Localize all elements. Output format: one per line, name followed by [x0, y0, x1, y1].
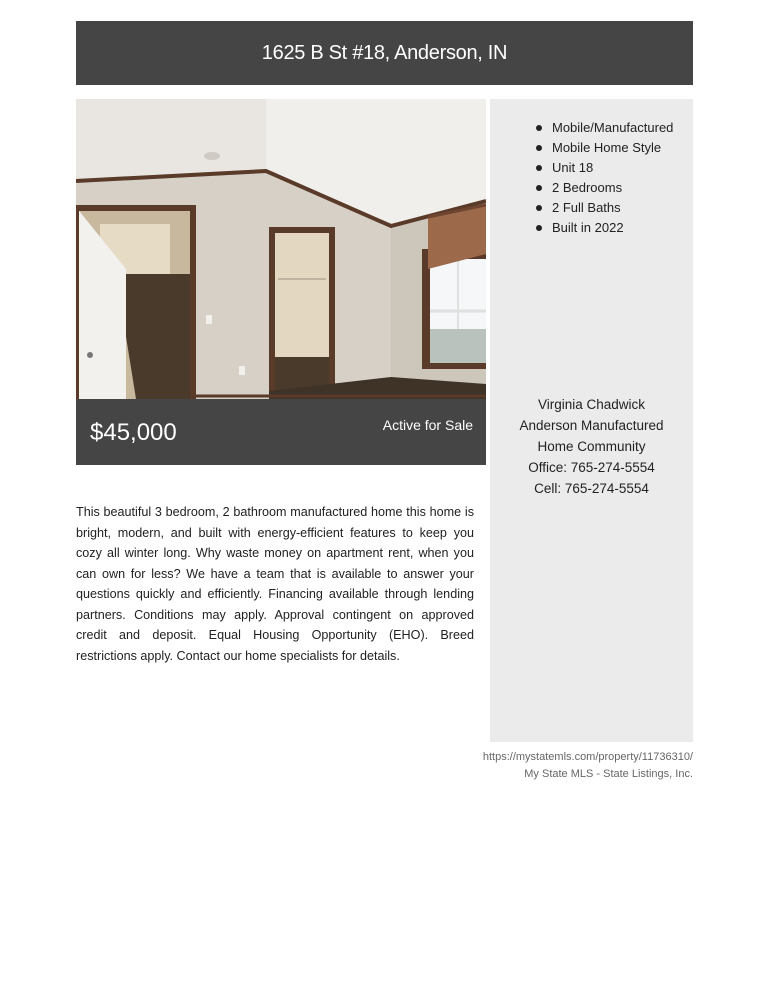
bullet-icon [536, 165, 542, 171]
bullet-icon [536, 125, 542, 131]
feature-item [536, 118, 673, 138]
listing-url-link[interactable]: https://mystatemls.com/property/11736310/ [482, 751, 693, 763]
feature-item [536, 178, 673, 198]
feature-label: Mobile/Manufactured [552, 120, 674, 135]
agent-cell-phone[interactable]: Cell: 765-274-5554 [534, 481, 649, 496]
agent-office-phone[interactable]: Office: 765-274-5554 [528, 460, 655, 475]
feature-item [536, 198, 673, 218]
agent-company-line1: Anderson Manufactured [519, 418, 664, 433]
bullet-icon [536, 185, 542, 191]
listing-description: This beautiful 3 bedroom, 2 bathroom manufactured home this home is bright, modern, and built with energy-efficient features to keep you cozy all winter long. Why waste money on apartment rent, when you can own for less? We have a team that is available to answer your questions quickly and efficiently. Financing available through lending partners. Conditions may apply. Approval contingent on approved credit and deposit. Equal Housing Opportunity (EHO). Breed restrictions apply. Contact our home specialists for details. [76, 505, 474, 663]
feature-item [536, 158, 673, 178]
feature-label: Unit 18 [552, 160, 594, 175]
listing-title-bar [76, 21, 693, 85]
footer [483, 749, 693, 783]
listing-price: $45,000 [90, 419, 177, 446]
listing-source: My State MLS - State Listings, Inc. [524, 768, 693, 780]
agent-contact [490, 394, 693, 499]
feature-item [536, 138, 673, 158]
feature-label: Mobile Home Style [552, 140, 662, 155]
listing-status: Active for Sale [382, 417, 473, 433]
bullet-icon [536, 205, 542, 211]
agent-company-line2: Home Community [537, 439, 646, 454]
feature-label: 2 Full Baths [552, 200, 621, 215]
feature-item [536, 218, 673, 238]
listing-address: 1625 B St #18, Anderson, IN [261, 41, 508, 64]
bullet-icon [536, 225, 542, 231]
feature-label: 2 Bedrooms [552, 180, 623, 195]
price-bar [76, 399, 486, 465]
feature-label: Built in 2022 [552, 220, 624, 235]
property-photo [76, 99, 486, 399]
sidebar [490, 99, 693, 742]
feature-list [536, 118, 673, 238]
agent-name: Virginia Chadwick [537, 397, 646, 412]
bullet-icon [536, 145, 542, 151]
